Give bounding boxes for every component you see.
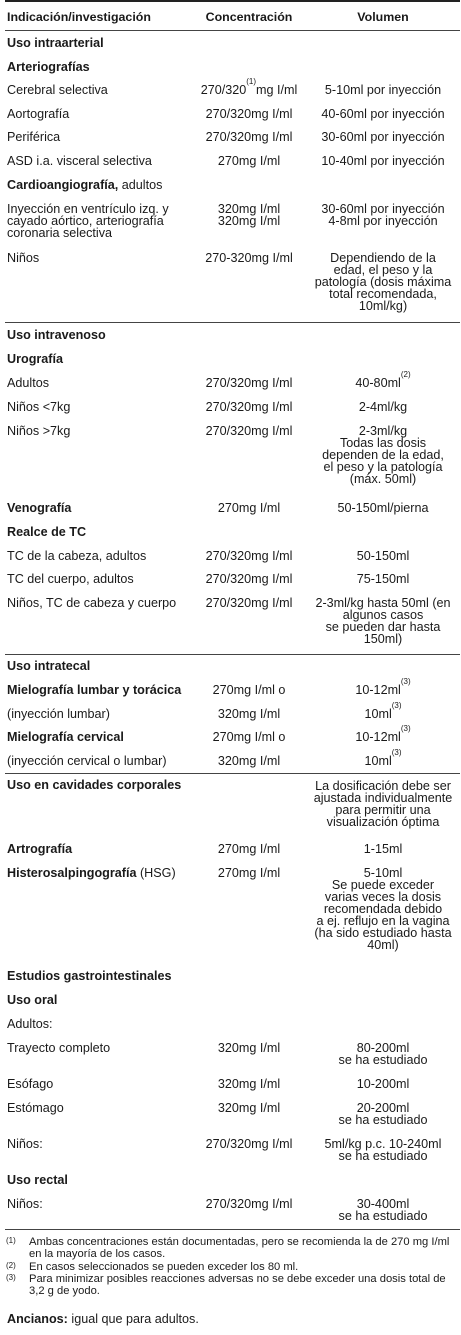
section-rule (5, 654, 460, 655)
subsection-cardioangiografia: Cardioangiografía, adultos (7, 178, 163, 192)
row-uro-ninos-gt7-volume: 2-3ml/kg Todas las dosis dependen de la edad, el peso y la patología (máx. 50ml) (322, 424, 444, 486)
row-tc-cuerpo-volume: 75-150ml (356, 572, 410, 586)
group-adultos-label: Adultos: (7, 1017, 53, 1031)
row-artrografia-label: Artrografía (7, 842, 73, 856)
row-venografia-volume: 50-150ml/pierna (337, 501, 429, 515)
row-inyeccion-cervical-volume: $10ml^{(3)}$ (364, 748, 402, 768)
row-asd-label: ASD i.a. visceral selectiva (7, 154, 152, 168)
row-tc-ninos-label: Niños, TC de cabeza y cuerpo (7, 596, 177, 610)
section-title-intravenoso: Uso intravenoso (7, 328, 106, 342)
header-col-volumen: Volumen (357, 10, 409, 24)
row-uro-ninos-gt7-concentration: 270/320mg I/ml (205, 424, 293, 438)
footnote-1-text: Ambas concentraciones están documentadas, pero se recomienda la de 270 mg I/ml en la mayoría de los casos. (29, 1236, 450, 1260)
row-oral-ninos-concentration: 270/320mg I/ml (205, 1137, 293, 1151)
row-oral-ninos-label: Niños: (7, 1137, 43, 1151)
row-estomago-volume: 20-200ml se ha estudiado (338, 1101, 428, 1127)
header-rule (5, 30, 460, 31)
row-rectal-ninos-concentration: 270/320mg I/ml (205, 1197, 293, 1211)
footnote-ref-3: (3) (400, 677, 411, 686)
row-cerebral-label: Cerebral selectiva (7, 83, 108, 97)
row-mielo-lumbar-label: Mielografía lumbar y torácica (7, 683, 182, 697)
row-inyeccion-lumbar-label: (inyección lumbar) (7, 707, 110, 721)
row-inyeccion-cervical-label: (inyección cervical o lumbar) (7, 754, 167, 768)
table-top-rule (5, 0, 460, 2)
footnote-ref-3: (3) (391, 701, 402, 710)
row-aortografia-volume: 40-60ml por inyección (321, 107, 445, 121)
row-estomago-concentration: 320mg I/ml (217, 1101, 281, 1115)
row-mielo-cervical-concentration: 270mg I/ml o (212, 730, 286, 744)
subsection-urografia: Urografía (7, 352, 63, 366)
row-mielo-cervical-volume: $10-12ml^{(3)}$ (355, 724, 411, 744)
row-tc-cabeza-volume: 50-150ml (356, 549, 410, 563)
row-ninos-arterial-volume: Dependiendo de la edad, el peso y la patología (dosis máxima total recomendada, 10ml/kg) (314, 251, 452, 313)
section-title-gastrointestinales: Estudios gastrointestinales (7, 969, 172, 983)
footnote-ref-3: (3) (391, 748, 402, 757)
row-esofago-label: Esófago (7, 1077, 54, 1091)
subsection-uso-oral: Uso oral (7, 993, 58, 1007)
footnote-3 (6, 1273, 456, 1297)
row-venografia-label: Venografía (7, 501, 72, 515)
row-asd-concentration: 270mg I/ml (217, 154, 281, 168)
row-ventriculo-label: Inyección en ventrículo izq. y cayado aórtico, arteriografía coronaria selectiva (7, 202, 169, 240)
row-uro-adultos-volume: $40-80ml^{(2)}$ (355, 370, 411, 390)
row-inyeccion-lumbar-volume: $10ml^{(3)}$ (364, 701, 402, 721)
row-ninos-arterial-concentration: 270-320mg I/ml (205, 251, 293, 265)
table-bottom-rule (5, 1229, 460, 1230)
row-uro-ninos-lt7-volume: 2-4ml/kg (358, 400, 408, 414)
row-uro-adultos-label: Adultos (7, 376, 50, 390)
row-esofago-concentration: 320mg I/ml (217, 1077, 281, 1091)
row-hsg-concentration: 270mg I/ml (217, 866, 281, 880)
row-tc-ninos-concentration: 270/320mg I/ml (205, 596, 293, 610)
row-cerebral-concentration: 270/320$^{(1)}$mg I/ml (200, 77, 298, 97)
section-rule (5, 322, 460, 323)
row-rectal-ninos-volume: 30-400ml se ha estudiado (338, 1197, 428, 1223)
footnote-2-marker: (2) (6, 1261, 16, 1270)
footnote-3-text: Para minimizar posibles reacciones adversas no se debe exceder una dosis total de 3,2 g de yodo. (29, 1273, 446, 1297)
subsection-realce-tc: Realce de TC (7, 525, 87, 539)
ancianos-note: Ancianos: igual que para adultos. (7, 1312, 199, 1326)
row-trayecto-volume: 80-200ml se ha estudiado (338, 1041, 428, 1067)
section-rule (5, 773, 460, 774)
header-col-indicacion: Indicación/investigación (7, 10, 151, 24)
row-periferica-label: Periférica (7, 130, 61, 144)
row-aortografia-label: Aortografía (7, 107, 70, 121)
row-rectal-ninos-label: Niños: (7, 1197, 43, 1211)
section-title-cavidades: Uso en cavidades corporales (7, 778, 182, 792)
header-col-concentracion: Concentración (205, 10, 293, 24)
row-artrografia-concentration: 270mg I/ml (217, 842, 281, 856)
row-periferica-concentration: 270/320mg I/ml (205, 130, 293, 144)
row-artrografia-volume: 1-15ml (363, 842, 403, 856)
footnote-1 (6, 1236, 456, 1260)
footnote-ref-3: (3) (400, 724, 411, 733)
row-tc-ninos-volume: 2-3ml/kg hasta 50ml (en algunos casos se pueden dar hasta 150ml) (315, 596, 451, 646)
row-periferica-volume: 30-60ml por inyección (321, 130, 445, 144)
cavidades-dosage-note: La dosificación debe ser ajustada individualmente para permitir una visualización óptima (313, 779, 453, 829)
row-hsg-volume: 5-10ml Se puede exceder varias veces la dosis recomendada debido a ej. reflujo en la vagina (ha sido estudiado hasta 40ml) (314, 866, 452, 952)
footnote-ref-1: (1) (246, 77, 257, 86)
footnote-3-marker: (3) (6, 1273, 16, 1282)
row-mielo-cervical-label: Mielografía cervical (7, 730, 124, 744)
row-uro-ninos-lt7-label: Niños <7kg (7, 400, 71, 414)
row-uro-adultos-concentration: 270/320mg I/ml (205, 376, 293, 390)
row-inyeccion-cervical-concentration: 320mg I/ml (217, 754, 281, 768)
subsection-arteriografias: Arteriografías (7, 60, 90, 74)
row-trayecto-concentration: 320mg I/ml (217, 1041, 281, 1055)
row-tc-cuerpo-concentration: 270/320mg I/ml (205, 572, 293, 586)
section-title-intratecal: Uso intratecal (7, 659, 91, 673)
row-ninos-arterial-label: Niños (7, 251, 40, 265)
row-ventriculo-concentration: 320mg I/ml 320mg I/ml (217, 202, 281, 228)
footnote-ref-2: (2) (400, 370, 411, 379)
row-trayecto-label: Trayecto completo (7, 1041, 111, 1055)
row-uro-ninos-lt7-concentration: 270/320mg I/ml (205, 400, 293, 414)
section-title-intraarterial: Uso intraarterial (7, 36, 104, 50)
row-tc-cabeza-label: TC de la cabeza, adultos (7, 549, 147, 563)
row-aortografia-concentration: 270/320mg I/ml (205, 107, 293, 121)
row-hsg-label: Histerosalpingografía (HSG) (7, 866, 176, 880)
row-mielo-lumbar-volume: $10-12ml^{(3)}$ (355, 677, 411, 697)
footnote-2-text: En casos seleccionados se pueden exceder los 80 ml. (29, 1261, 299, 1273)
row-estomago-label: Estómago (7, 1101, 64, 1115)
row-inyeccion-lumbar-concentration: 320mg I/ml (217, 707, 281, 721)
row-tc-cuerpo-label: TC del cuerpo, adultos (7, 572, 134, 586)
row-esofago-volume: 10-200ml (356, 1077, 410, 1091)
row-cerebral-volume: 5-10ml por inyección (324, 83, 442, 97)
row-uro-ninos-gt7-label: Niños >7kg (7, 424, 71, 438)
subsection-uso-rectal: Uso rectal (7, 1173, 68, 1187)
row-mielo-lumbar-concentration: 270mg I/ml o (212, 683, 286, 697)
footnote-1-marker: (1) (6, 1236, 16, 1245)
row-ventriculo-volume: 30-60ml por inyección 4-8ml por inyección (321, 202, 445, 228)
row-tc-cabeza-concentration: 270/320mg I/ml (205, 549, 293, 563)
row-venografia-concentration: 270mg I/ml (217, 501, 281, 515)
row-oral-ninos-volume: 5ml/kg p.c. 10-240ml se ha estudiado (324, 1137, 442, 1163)
footnote-2 (6, 1261, 456, 1273)
row-asd-volume: 10-40ml por inyección (321, 154, 445, 168)
